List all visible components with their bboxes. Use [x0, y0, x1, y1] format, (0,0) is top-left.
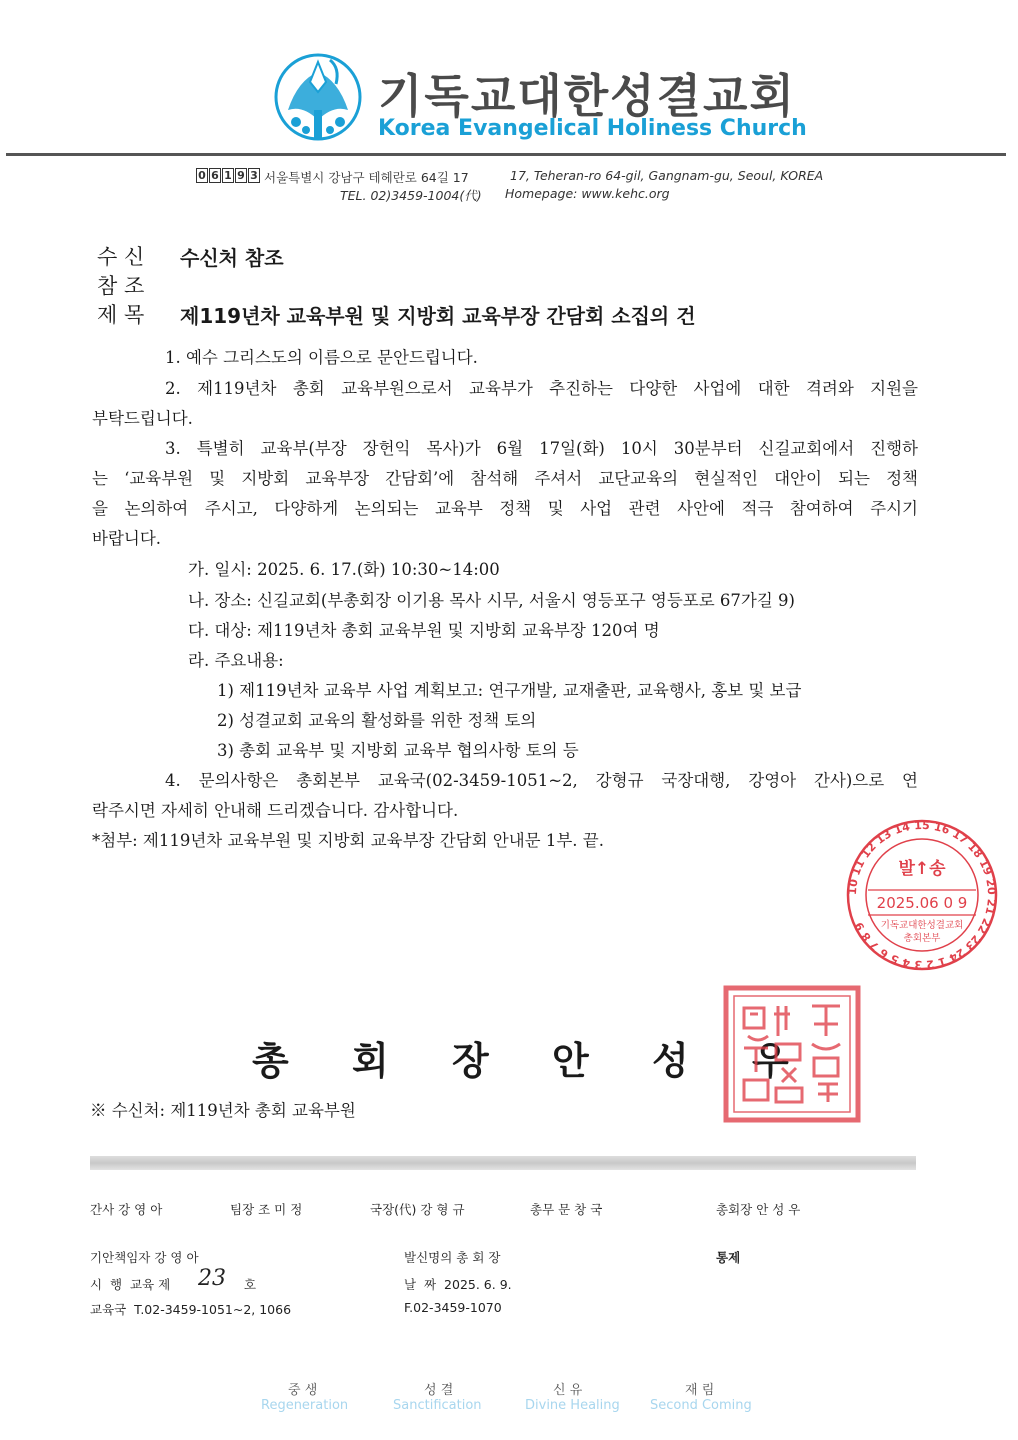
signature-char-3: 장 — [452, 1038, 489, 1083]
official-seal — [722, 984, 862, 1124]
motto-regeneration-ko: 중 생 — [288, 1383, 318, 1398]
stamp-title: 발↑송 — [898, 859, 946, 879]
item-date: 가. 일시: 2025. 6. 17.(화) 10:30~14:00 — [188, 560, 500, 579]
paragraph-3-line-3: 을 논의하여 주시고, 다양하게 논의되는 교육부 정책 및 사업 관련 사안에 적극 참여하여 주시기 — [92, 499, 918, 518]
signature-char-5: 성 — [652, 1038, 689, 1083]
signature-char-6: 우 — [752, 1038, 789, 1083]
subject-label: 제 목 — [97, 303, 145, 327]
approver-team-lead: 팀장 조 미 정 — [230, 1202, 303, 1217]
attachment-note: *첨부: 제119년차 교육부원 및 지방회 교육부장 간담회 안내문 1부. 끝. — [92, 831, 604, 850]
motto-divine-healing-en: Divine Healing — [525, 1398, 620, 1413]
ref-label: 참 조 — [97, 274, 145, 298]
stamp-ring-numbers: 10 11 12 13 14 15 16 17 18 19 20 21 22 23 24 1 2 3 4 5 6 7 8 9 — [845, 818, 999, 972]
address-korean: 서울특별시 강남구 테헤란로 64길 17 — [264, 170, 469, 185]
org-name-korean: 기독교대한성결교회 — [378, 69, 796, 123]
paragraph-4-line-2: 락주시면 자세히 안내해 드리겠습니다. 감사합니다. — [92, 801, 459, 820]
motto-sanctification-en: Sanctification — [393, 1398, 482, 1413]
signature-char-1: 총 — [252, 1038, 289, 1083]
to-label: 수 신 — [97, 245, 145, 269]
department-phone: 교육국 T.02-3459-1051~2, 1066 — [90, 1302, 292, 1317]
motto-sanctification-ko: 성 결 — [424, 1383, 454, 1398]
footer-divider-bar — [90, 1156, 916, 1170]
signature-char-2: 회 — [352, 1038, 389, 1083]
homepage-url[interactable]: Homepage: www.kehc.org — [505, 186, 670, 201]
stamp-dept: 총회본부 — [903, 933, 941, 944]
enforcement-number: 23 — [198, 1266, 226, 1291]
document-date: 날 짜 2025. 6. 9. — [404, 1277, 512, 1292]
stamp-org: 기독교대한성결교회 — [880, 920, 964, 931]
item-audience: 다. 대상: 제119년차 총회 교육부원 및 지방회 교육부장 120여 명 — [188, 621, 660, 640]
stamp-date: 2025.06 0 9 — [876, 894, 968, 912]
sender-name: 발신명의 총 회 장 — [404, 1250, 501, 1265]
paragraph-1: 1. 예수 그리스도의 이름으로 문안드립니다. — [165, 348, 478, 367]
motto-divine-healing-ko: 신 유 — [553, 1383, 583, 1398]
content-item-3: 3) 총회 교육부 및 지방회 교육부 협의사항 토의 등 — [217, 741, 579, 760]
paragraph-3-line-4: 바랍니다. — [92, 529, 162, 548]
control-label: 통제 — [716, 1250, 741, 1265]
approver-general-secretary: 총무 문 창 국 — [530, 1202, 603, 1217]
item-place: 나. 장소: 신길교회(부총회장 이기용 목사 시무, 서울시 영등포구 영등포로 67가길 9) — [188, 591, 795, 610]
phone-number: TEL. 02)3459-1004(代) — [340, 188, 482, 203]
enforcement-prefix: 시 행 교육 제 — [90, 1277, 171, 1292]
drafter: 기안책임자 강 영 아 — [90, 1250, 199, 1265]
address-english: 17, Teheran-ro 64-gil, Gangnam-gu, Seoul, KOREA — [510, 168, 824, 183]
paragraph-2-line-2: 부탁드립니다. — [92, 409, 193, 428]
church-logo — [268, 50, 368, 148]
motto-regeneration-en: Regeneration — [261, 1398, 349, 1413]
header-divider — [6, 153, 1006, 156]
item-contents: 라. 주요내용: — [188, 651, 284, 670]
content-item-1: 1) 제119년차 교육부 사업 계획보고: 연구개발, 교재출판, 교육행사, 홍보 및 보급 — [217, 681, 802, 700]
postal-code: 0 6 1 9 3 — [196, 168, 260, 183]
department-fax: F.02-3459-1070 — [404, 1300, 502, 1315]
enforcement-suffix: 호 — [244, 1277, 257, 1292]
dispatch-stamp — [842, 818, 1002, 973]
content-item-2: 2) 성결교회 교육의 활성화를 위한 정책 토의 — [217, 711, 537, 730]
recipients-note: ※ 수신처: 제119년차 총회 교육부원 — [90, 1101, 356, 1120]
to-value: 수신처 참조 — [180, 246, 284, 270]
signature-char-4: 안 — [552, 1038, 589, 1083]
approver-director: 국장(代) 강 형 규 — [370, 1202, 465, 1217]
paragraph-3-line-1: 3. 특별히 교육부(부장 장헌익 목사)가 6월 17일(화) 10시 30분부터 신길교회에서 진행하 — [165, 439, 918, 458]
paragraph-3-line-2: 는 ‘교육부원 및 지방회 교육부장 간담회’에 참석해 주셔서 교단교육의 현실적인 대안이 되는 정책 — [92, 469, 918, 488]
subject-value: 제119년차 교육부원 및 지방회 교육부장 간담회 소집의 건 — [180, 304, 696, 328]
paragraph-4-line-1: 4. 문의사항은 총회본부 교육국(02-3459-1051~2, 강형규 국장대행, 강영아 간사)으로 연 — [165, 771, 918, 790]
org-name-english: Korea Evangelical Holiness Church — [378, 116, 807, 141]
paragraph-2-line-1: 2. 제119년차 총회 교육부원으로서 교육부가 추진하는 다양한 사업에 대한 격려와 지원을 — [165, 379, 918, 398]
approver-president: 총회장 안 성 우 — [716, 1202, 801, 1217]
motto-second-coming-ko: 재 림 — [685, 1383, 715, 1398]
motto-second-coming-en: Second Coming — [650, 1398, 752, 1413]
approver-secretary: 간사 강 영 아 — [90, 1202, 163, 1217]
